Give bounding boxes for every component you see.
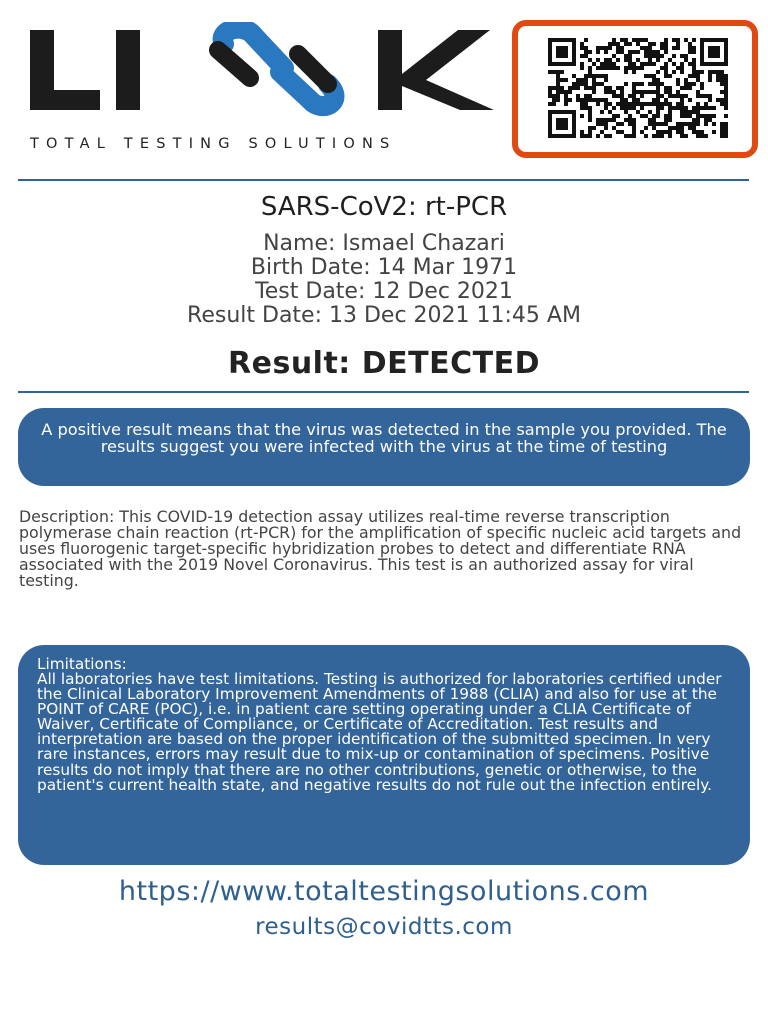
email-link[interactable]: results@covidtts.com (255, 914, 513, 940)
limitations-title: Limitations: (37, 655, 127, 673)
patient-name: Name: Ismael Chazari (263, 231, 505, 256)
website-link[interactable]: https://www.totaltestingsolutions.com (118, 876, 650, 907)
link-wordmark (28, 22, 498, 122)
test-type-title: SARS-CoV2: rt-PCR (260, 192, 508, 222)
result-explanation-box (18, 408, 750, 486)
result-explanation-text: A positive result means that the virus was detected in the sample you provided. The results suggest you were infected with the virus at the time of testing (41, 420, 727, 456)
limitations-box (18, 645, 750, 865)
result-status: Result: DETECTED (228, 346, 540, 381)
logo-tagline: TOTAL TESTING SOLUTIONS (30, 136, 397, 152)
test-date: Test Date: 12 Dec 2021 (255, 279, 513, 304)
company-logo (28, 22, 498, 162)
middle-divider (18, 391, 749, 393)
limitations-text: All laboratories have test limitations. Testing is authorized for laboratories certified under the Clinical Laboratory Improvement Amendments of 1988 (CLIA) and also for use at the POINT of CARE (POC), i.e. in patient care setting operating under a CLIA Certificate of Waiver, Certificate of Compliance, or Certificate of Accreditation. Test results and interpretation are based on the proper identification of the submitted specimen. In very rare instances, errors may result due to mix-up or contamination of specimens. Positive results do not imply that there are no other contributions, genetic or otherwise, to the patient's current health state, and negative results do not rule out the infection entirely. (37, 670, 722, 794)
top-divider (18, 179, 749, 181)
qr-code-frame (512, 20, 758, 158)
birth-date: Birth Date: 14 Mar 1971 (250, 255, 518, 280)
qr-code-icon (548, 38, 728, 140)
assay-description: Description: This COVID-19 detection assay utilizes real-time reverse transcription polymerase chain reaction (rt-PCR) for the amplification of specific nucleic acid targets and uses fluorogenic target-specific hybridization probes to detect and differentiate RNA associated with the 2019 Novel Coronavirus. This test is an authorized assay for viral testing. (19, 507, 742, 590)
result-date: Result Date: 13 Dec 2021 11:45 AM (187, 303, 581, 328)
